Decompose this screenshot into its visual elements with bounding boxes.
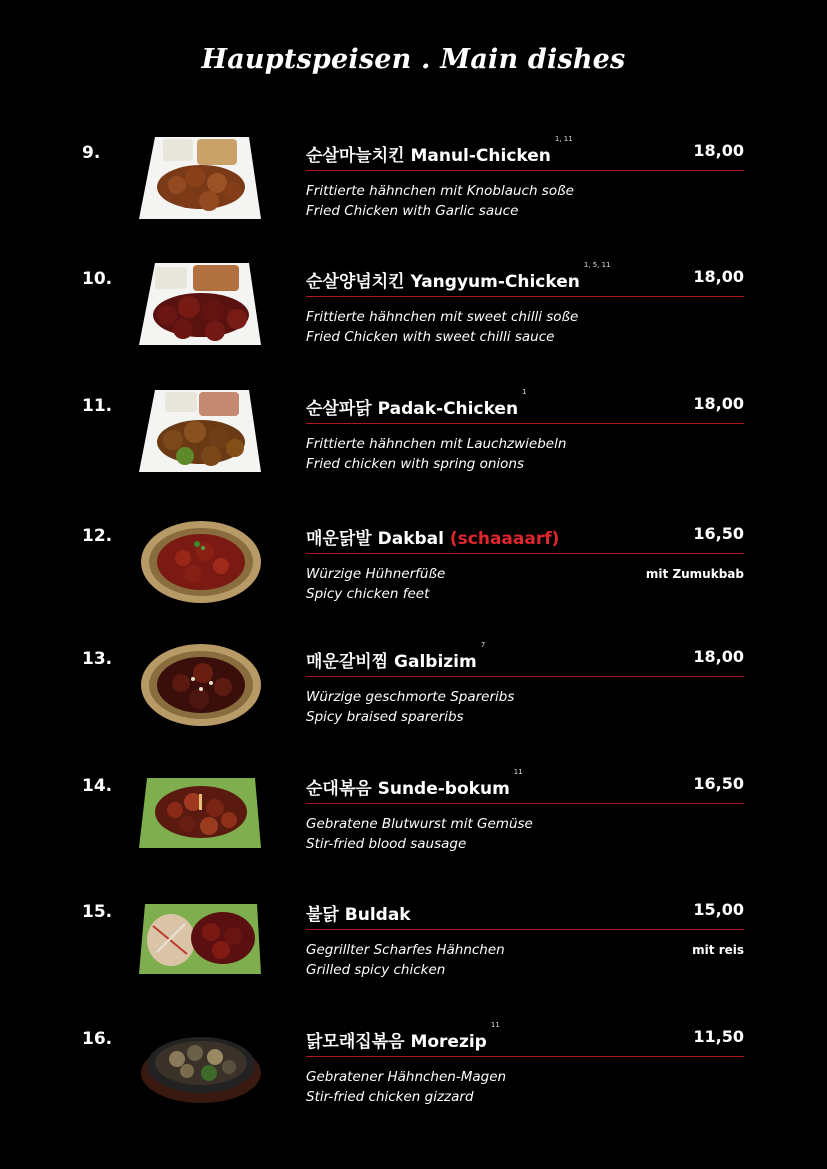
divider: [306, 803, 744, 804]
description-en: Spicy chicken feet: [306, 586, 430, 602]
dish-name-text: 닭모래집볶음 Morezip: [306, 1032, 487, 1052]
item-number: 13.: [82, 649, 113, 669]
menu-item: [0, 520, 827, 630]
item-number: 15.: [82, 902, 113, 922]
menu-item: [0, 770, 827, 880]
dish-name-text: 순살마늘치킨 Manul-Chicken: [306, 146, 551, 166]
item-header: [306, 388, 744, 424]
page-title: Hauptspeisen . Main dishes: [201, 44, 626, 75]
price: 18,00: [693, 267, 744, 286]
menu-item: [0, 263, 827, 373]
price: 16,50: [693, 774, 744, 793]
dish-name: [306, 1021, 500, 1052]
item-header: [306, 261, 744, 297]
allergen-codes: 1, 5, 11: [583, 261, 611, 269]
item-header: [306, 900, 744, 930]
dish-name-text: 순대볶음 Sunde-bokum: [306, 779, 510, 799]
item-number: 11.: [82, 396, 113, 416]
price: 16,50: [693, 524, 744, 543]
description-de: Frittierte hähnchen mit Lauchzwiebeln: [306, 436, 567, 452]
menu-item: [0, 137, 827, 247]
green-plate-photo: [137, 896, 264, 980]
dish-name-text: 매운닭발 Dakbal: [306, 529, 444, 549]
description-en: Spicy braised spareribs: [306, 709, 464, 725]
description-en: Fried chicken with spring onions: [306, 456, 525, 472]
divider: [306, 929, 744, 930]
chicken-plate-photo: [137, 137, 264, 221]
divider: [306, 676, 744, 677]
divider: [306, 296, 744, 297]
description: [306, 434, 566, 474]
dish-name: [306, 388, 527, 419]
description: [306, 940, 505, 980]
price: 18,00: [693, 394, 744, 413]
chicken-plate-photo: [137, 390, 264, 474]
dish-name-text: 순살양념치킨 Yangyum-Chicken: [306, 272, 580, 292]
divider: [306, 553, 744, 554]
bowl-photo: [137, 520, 264, 604]
description: [306, 1067, 506, 1107]
item-number: 16.: [82, 1029, 113, 1049]
dish-name: [306, 524, 559, 549]
description-en: Fried Chicken with Garlic sauce: [306, 203, 519, 219]
description-de: Gebratene Blutwurst mit Gemüse: [306, 816, 533, 832]
description: [306, 181, 574, 221]
description-en: Stir-fried chicken gizzard: [306, 1089, 474, 1105]
dish-name: [306, 261, 611, 292]
allergen-codes: 11: [513, 768, 523, 776]
sizzling-plate-photo: [137, 1023, 264, 1107]
menu-item: [0, 1023, 827, 1133]
description-de: Frittierte hähnchen mit sweet chilli soße: [306, 309, 579, 325]
dish-name-text: 순살파닭 Padak-Chicken: [306, 399, 519, 419]
side-note: mit Zumukbab: [645, 567, 744, 581]
bowl-photo: [137, 643, 264, 727]
allergen-codes: 7: [480, 641, 486, 649]
description-en: Fried Chicken with sweet chilli sauce: [306, 329, 555, 345]
description: [306, 307, 578, 347]
dish-name: [306, 641, 486, 672]
item-header: [306, 135, 744, 171]
side-note: mit reis: [692, 943, 744, 957]
item-header: [306, 1021, 744, 1057]
price: 11,50: [693, 1027, 744, 1046]
description-de: Würzige Hühnerfüße: [306, 566, 446, 582]
divider: [306, 423, 744, 424]
description-de: Gebratener Hähnchen-Magen: [306, 1069, 507, 1085]
menu-item: [0, 390, 827, 500]
item-number: 14.: [82, 776, 113, 796]
dish-name-text: 불닭 Buldak: [306, 905, 411, 925]
menu-item: [0, 643, 827, 753]
chicken-plate-photo: [137, 263, 264, 347]
dish-name: [306, 135, 573, 166]
item-number: 10.: [82, 269, 113, 289]
allergen-codes: 1: [522, 388, 527, 396]
item-header: [306, 641, 744, 677]
description-en: Grilled spicy chicken: [306, 962, 446, 978]
description-de: Würzige geschmorte Spareribs: [306, 689, 515, 705]
description-en: Stir-fried blood sausage: [306, 836, 467, 852]
item-header: [306, 524, 744, 554]
price: 15,00: [693, 900, 744, 919]
green-plate-photo: [137, 770, 264, 854]
allergen-codes: 1, 11: [554, 135, 573, 143]
dish-name-text: 매운갈비찜 Galbizim: [306, 652, 477, 672]
menu-item: [0, 896, 827, 1006]
description-de: Frittierte hähnchen mit Knoblauch soße: [306, 183, 574, 199]
price: 18,00: [693, 647, 744, 666]
divider: [306, 1056, 744, 1057]
allergen-codes: 11: [490, 1021, 500, 1029]
item-number: 12.: [82, 526, 113, 546]
divider: [306, 170, 744, 171]
dish-name: [306, 900, 411, 925]
description: [306, 564, 445, 604]
spicy-label: (schaaaarf): [449, 529, 560, 549]
price: 18,00: [693, 141, 744, 160]
description: [306, 814, 533, 854]
item-header: [306, 768, 744, 804]
dish-name: [306, 768, 523, 799]
description: [306, 687, 514, 727]
description-de: Gegrillter Scharfes Hähnchen: [306, 942, 505, 958]
item-number: 9.: [82, 143, 101, 163]
